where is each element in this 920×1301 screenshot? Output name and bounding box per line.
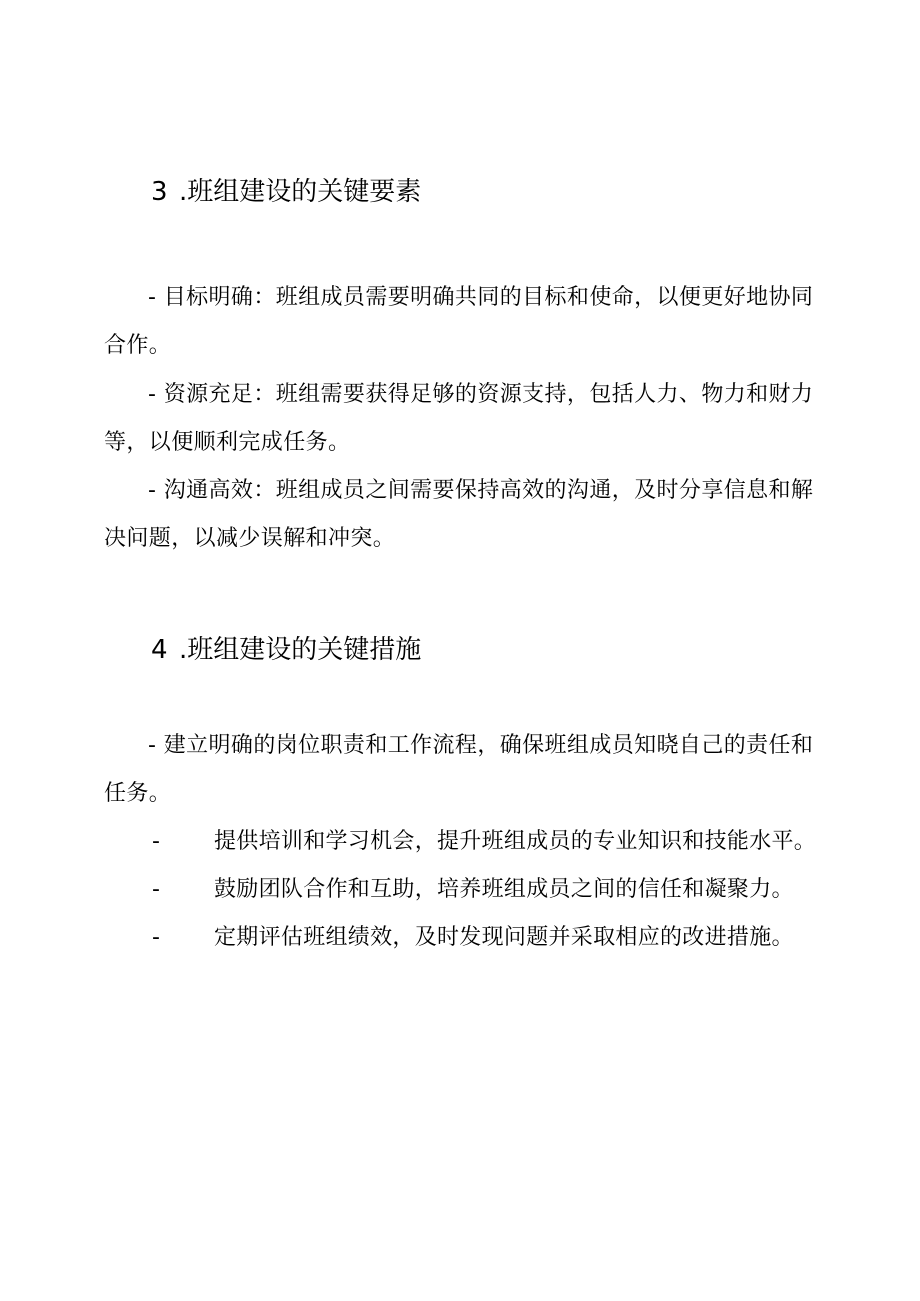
section-3-paragraph-communication: - 沟通高效：班组成员之间需要保持高效的沟通，及时分享信息和解决问题，以减少误解和冲突。 bbox=[104, 478, 814, 551]
bullet-dash: - bbox=[152, 877, 161, 902]
section-3-heading bbox=[151, 176, 421, 208]
section-3-number: 3 bbox=[151, 177, 168, 207]
section-4-paragraph-responsibilities: - 建立明确的岗位职责和工作流程，确保班组成员知晓自己的责任和任务。 bbox=[104, 733, 814, 806]
section-3-paragraph-goals: - 目标明确：班组成员需要明确共同的目标和使命，以便更好地协同合作。 bbox=[104, 285, 814, 358]
section-4-bullet-evaluation bbox=[152, 918, 794, 958]
bullet-text: 定期评估班组绩效，及时发现问题并采取相应的改进措施。 bbox=[214, 925, 794, 950]
section-3-title: .班组建设的关键要素 bbox=[179, 177, 422, 207]
bullet-dash: - bbox=[152, 829, 161, 854]
bullet-text: 鼓励团队合作和互助，培养班组成员之间的信任和凝聚力。 bbox=[214, 877, 794, 902]
bullet-text: 提供培训和学习机会，提升班组成员的专业知识和技能水平。 bbox=[214, 829, 817, 854]
section-4-bullet-teamwork bbox=[152, 870, 794, 910]
section-4-title: .班组建设的关键措施 bbox=[179, 635, 422, 665]
bullet-dash: - bbox=[152, 925, 161, 950]
section-4-heading bbox=[151, 634, 421, 666]
section-4-number: 4 bbox=[151, 635, 168, 665]
section-4-bullet-training bbox=[152, 822, 816, 862]
section-3-paragraph-resources: - 资源充足：班组需要获得足够的资源支持，包括人力、物力和财力等，以便顺利完成任务。 bbox=[104, 382, 814, 455]
